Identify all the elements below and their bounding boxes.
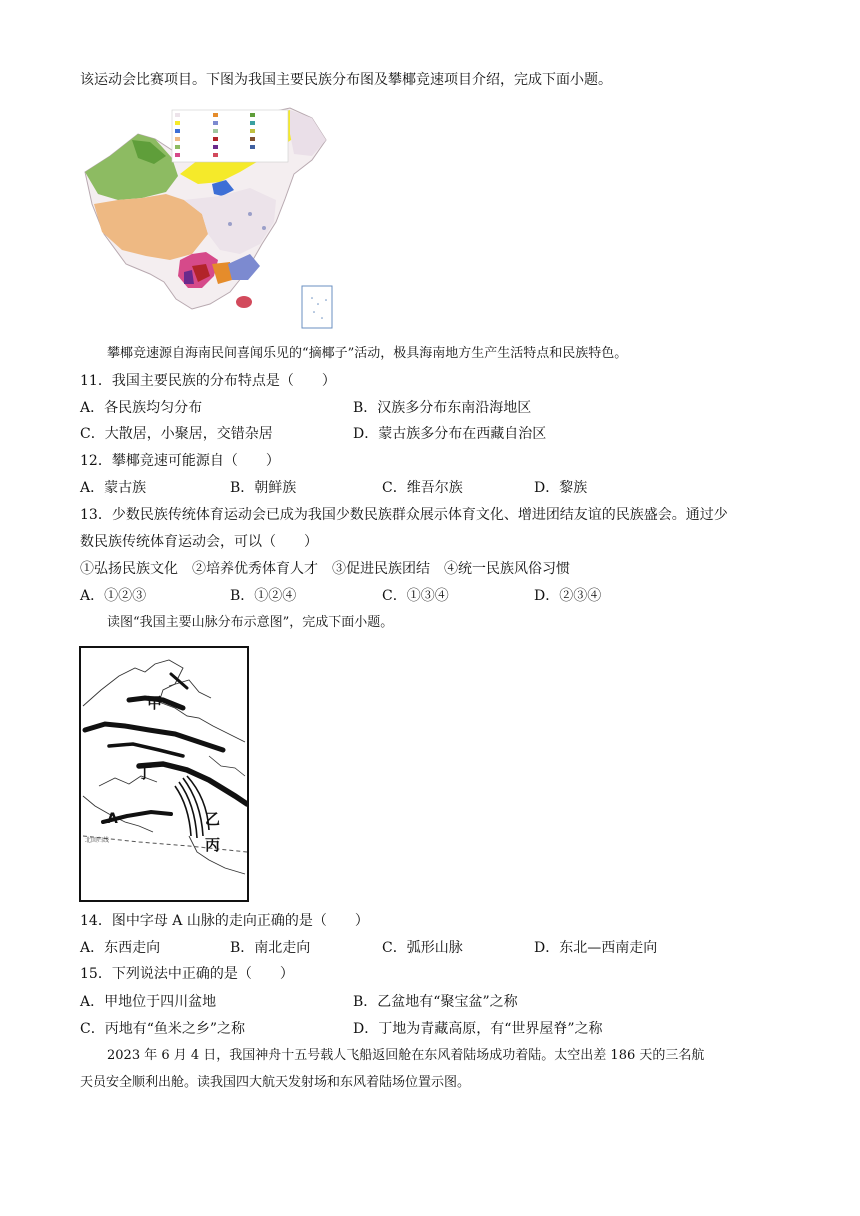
intro-text: 该运动会比赛项目。下图为我国主要民族分布图及攀椰竞速项目介绍，完成下面小题。 <box>80 72 612 88</box>
shenzhou-line1: 2023 年 6 月 4 日，我国神舟十五号载人飞船返回舱在东风着陆场成功着陆。太空出差 186 天的三名航 <box>107 1048 705 1063</box>
label-ding: 丁 <box>137 764 153 782</box>
q15-stem: 15．下列说法中正确的是（ ） <box>80 966 294 982</box>
q14-option-c[interactable]: C．弧形山脉 <box>382 940 463 956</box>
q15-option-c[interactable]: C．丙地有“鱼米之乡”之称 <box>80 1021 246 1037</box>
q13-option-c[interactable]: C．①③④ <box>382 588 449 604</box>
q11-option-c[interactable]: C．大散居，小聚居，交错杂居 <box>80 426 273 442</box>
label-a: A <box>107 811 118 827</box>
mountain-distribution-map <box>79 646 249 902</box>
q12-option-c[interactable]: C．维吾尔族 <box>382 480 463 496</box>
q14-option-d[interactable]: D．东北—西南走向 <box>534 940 658 956</box>
label-bing: 丙 <box>205 836 221 854</box>
q13-stem-line2: 数民族传统体育运动会，可以（ ） <box>80 534 318 550</box>
q13-items: ①弘扬民族文化 ②培养优秀体育人才 ③促进民族团结 ④统一民族风俗习惯 <box>80 561 570 577</box>
label-tropic-of-cancer: 北回归线 <box>85 837 110 844</box>
q12-option-a[interactable]: A．蒙古族 <box>80 480 147 496</box>
mountain-intro: 读图“我国主要山脉分布示意图”，完成下面小题。 <box>107 615 394 630</box>
q15-option-d[interactable]: D．丁地为青藏高原，有“世界屋脊”之称 <box>353 1021 603 1037</box>
q14-option-a[interactable]: A．东西走向 <box>80 940 161 956</box>
q13-stem-line1: 13．少数民族传统体育运动会已成为我国少数民族群众展示体育文化、增进团结友谊的民族盛会。通过少 <box>80 507 728 523</box>
q15-option-a[interactable]: A．甲地位于四川盆地 <box>80 994 217 1010</box>
q11-stem: 11．我国主要民族的分布特点是（ ） <box>80 373 336 389</box>
label-jia: 甲 <box>147 694 163 712</box>
q15-option-b[interactable]: B．乙盆地有“聚宝盆”之称 <box>353 994 518 1010</box>
ethnic-distribution-map <box>80 104 336 330</box>
q12-option-b[interactable]: B．朝鲜族 <box>230 480 297 496</box>
q11-option-b[interactable]: B．汉族多分布东南沿海地区 <box>353 400 532 416</box>
q11-option-d[interactable]: D．蒙古族多分布在西藏自治区 <box>353 426 547 442</box>
q12-stem: 12．攀椰竞速可能源自（ ） <box>80 453 280 469</box>
label-yi: 乙 <box>205 810 221 828</box>
q14-stem: 14．图中字母 A 山脉的走向正确的是（ ） <box>80 913 369 929</box>
panye-description: 攀椰竞速源自海南民间喜闻乐见的“摘椰子”活动，极具海南地方生产生活特点和民族特色。 <box>107 346 628 361</box>
q11-option-a[interactable]: A．各民族均匀分布 <box>80 400 203 416</box>
q12-option-d[interactable]: D．黎族 <box>534 480 588 496</box>
shenzhou-line2: 天员安全顺利出舱。读我国四大航天发射场和东风着陆场位置示图。 <box>80 1075 471 1090</box>
q13-option-b[interactable]: B．①②④ <box>230 588 297 604</box>
q13-option-a[interactable]: A．①②③ <box>80 588 147 604</box>
q13-option-d[interactable]: D．②③④ <box>534 588 602 604</box>
q14-option-b[interactable]: B．南北走向 <box>230 940 311 956</box>
